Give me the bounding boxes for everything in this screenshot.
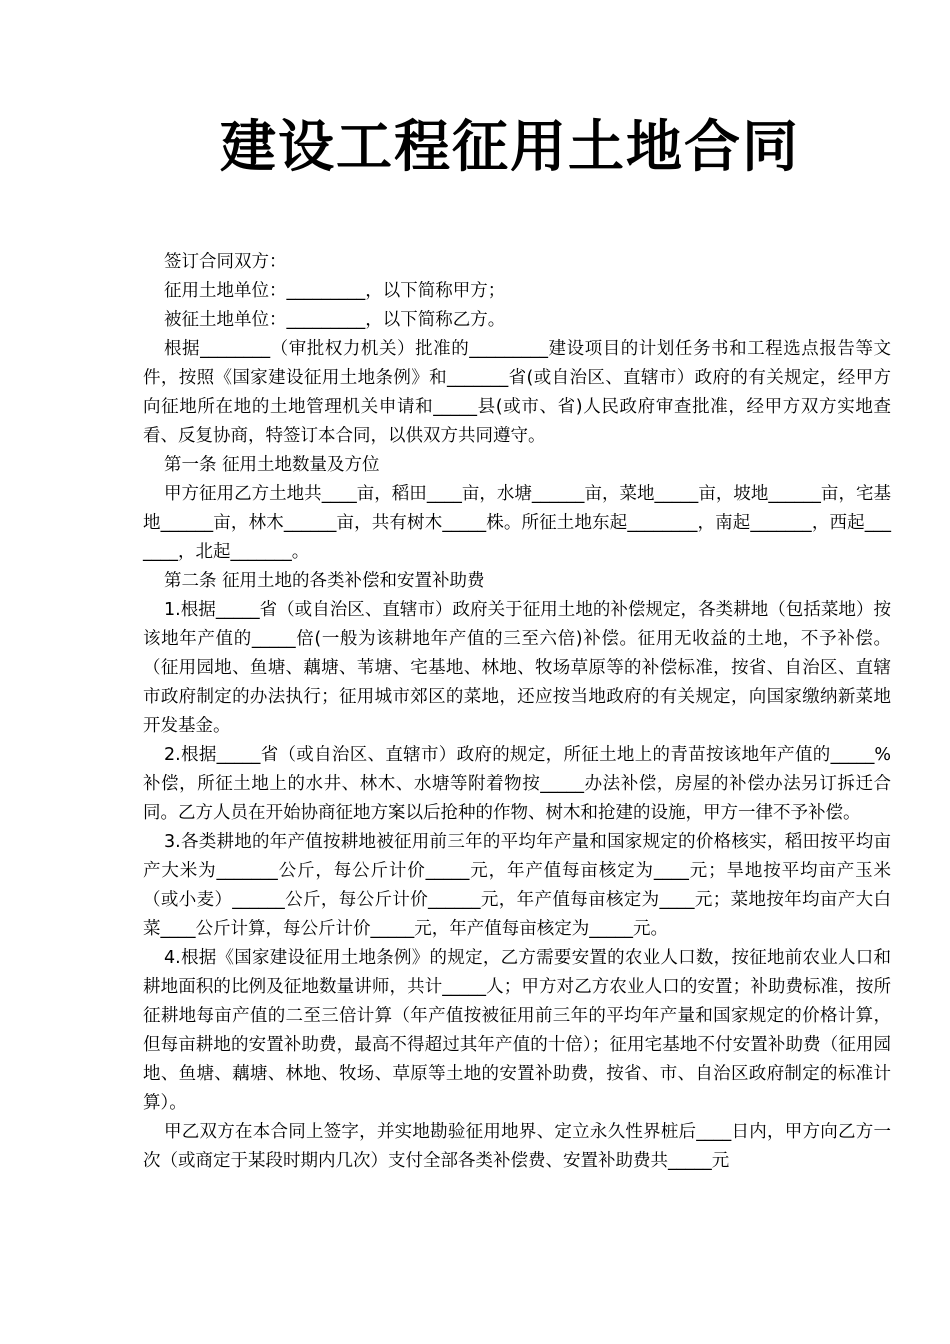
payment-paragraph: 甲乙双方在本合同上签字，并实地勘验征用地界、定立永久性界桩后____日内，甲方向乙方一次（或商定于某段时期内几次）支付全部各类补偿费、安置补助费共_____元 <box>143 1122 891 1171</box>
article-2-clause-1: 1.根据_____省（或自治区、直辖市）政府关于征用土地的补偿规定，各类耕地（包括菜地）按该地年产值的_____倍(一般为该耕地年产值的三至六倍)补偿。征用无收益的土地，不予补偿。（征用园地、鱼塘、藕塘、苇塘、宅基地、林地、牧场草原等的补偿标准，按省、自治区、直辖市政府制定的办法执行；征用城市郊区的菜地，还应按当地政府的有关规定，向国家缴纳新菜地开发基金。 <box>143 600 891 736</box>
paragraph-party-b: 被征土地单位：_________，以下简称乙方。 <box>164 310 506 330</box>
article-2-clause-3: 3.各类耕地的年产值按耕地被征用前三年的平均年产量和国家规定的价格核实，稻田按平均亩产大米为_______公斤，每公斤计价_____元，年产值每亩核定为____元；旱地按平均亩产玉米（或小麦）______公斤，每公斤计价______元，年产值每亩核定为____元；菜地按年均亩产大白菜____公斤计算，每公斤计价_____元，年产值每亩核定为_____元。 <box>143 832 891 939</box>
paragraph-preamble: 根据________（审批权力机关）批准的_________建设项目的计划任务书和工程选点报告等文件，按照《国家建设征用土地条例》和_______省(或自治区、直辖市）政府的有关规定，经甲方向征地所在地的土地管理机关申请和_____县(或市、省)人民政府审查批准，经甲方双方实地查看、反复协商，特签订本合同，以供双方共同遵守。 <box>143 339 891 446</box>
article-2-clause-4: 4.根据《国家建设征用土地条例》的规定，乙方需要安置的农业人口数，按征地前农业人口和耕地面积的比例及征地数量讲师，共计_____人；甲方对乙方农业人口的安置；补助费标准，按所征耕地每亩产值的二至三倍计算（年产值按被征用前三年的平均年产量和国家规定的价格计算，但每亩耕地的安置补助费，最高不得超过其年产值的十倍）；征用宅基地不付安置补助费（征用园地、鱼塘、藕塘、林地、牧场、草原等土地的安置补助费，按省、市、自治区政府制定的标准计算）。 <box>143 948 891 1113</box>
article-2-clause-2: 2.根据_____省（或自治区、直辖市）政府的规定，所征土地上的青苗按该地年产值的_____%补偿，所征土地上的水井、林木、水塘等附着物按_____办法补偿，房屋的补偿办法另订拆迁合同。乙方人员在开始协商征地方案以后抢种的作物、树木和抢建的设施，甲方一律不予补偿。 <box>143 745 891 823</box>
article-1-heading: 第一条 征用土地数量及方位 <box>164 455 380 475</box>
article-2-heading: 第二条 征用土地的各类补偿和安置补助费 <box>164 571 485 591</box>
paragraph-party-a: 征用土地单位：_________，以下简称甲方； <box>164 281 506 301</box>
article-1-body: 甲方征用乙方土地共____亩，稻田____亩，水塘______亩，菜地_____亩，坡地______亩，宅基地______亩，林木______亩，共有树木_____株。所征土地东起________，南起_______，西起_______，北起_______。 <box>143 484 891 562</box>
contract-body <box>143 248 891 1176</box>
paragraph-parties-heading: 签订合同双方： <box>164 252 287 272</box>
document-title: 建设工程征用土地合同 <box>220 115 800 180</box>
